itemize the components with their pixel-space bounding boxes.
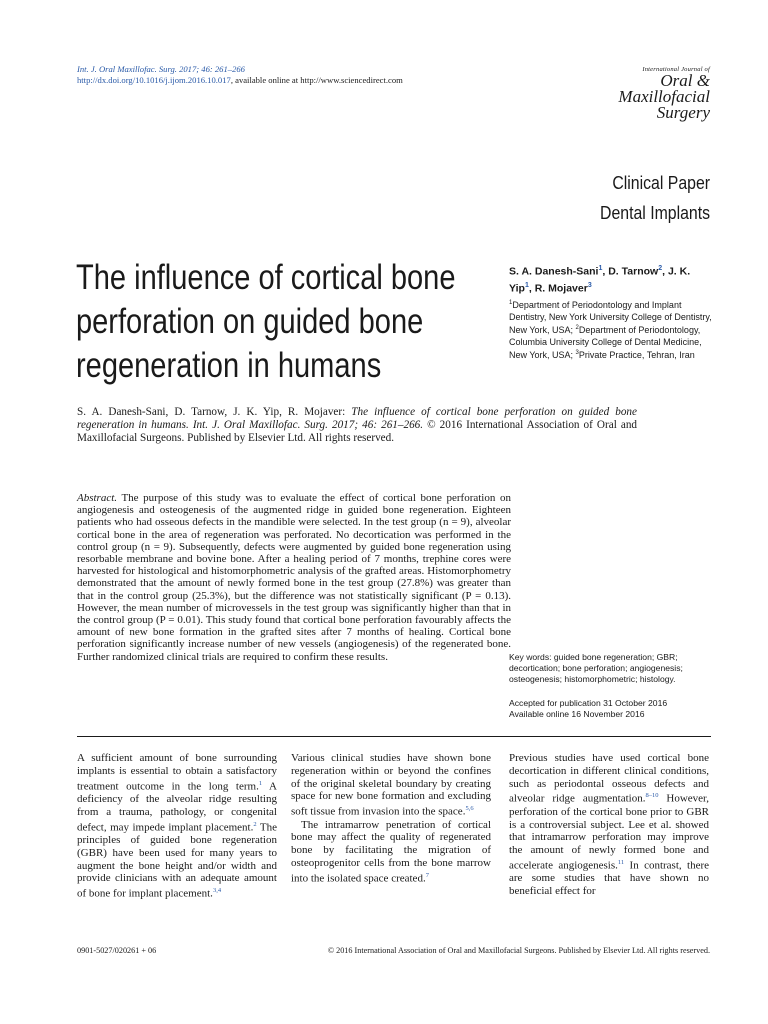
body-text: A deficiency of the alveolar ridge resulting from a trauma, pathology, or congenital defect, may impede implant placement. xyxy=(77,780,278,834)
accepted-date: Accepted for publication 31 October 2016 xyxy=(509,698,668,708)
article-topic: Dental Implants xyxy=(599,203,710,223)
online-date: Available online 16 November 2016 xyxy=(509,709,645,719)
abstract xyxy=(77,492,511,663)
citation-authors: S. A. Danesh-Sani, D. Tarnow, J. K. Yip, R. Mojaver: xyxy=(77,406,352,418)
reference-link[interactable]: 8–10 xyxy=(645,792,659,800)
publication-dates xyxy=(509,698,714,720)
author-2: D. Tarnow xyxy=(608,265,659,278)
reference-link[interactable]: 2 xyxy=(253,820,257,828)
author-4-affiliation-ref[interactable]: 3 xyxy=(587,282,592,289)
body-text: In contrast, there are some studies that have shown no beneficial effect for xyxy=(509,859,710,898)
body-text: Previous studies have used cortical bone decortication in different clinical conditions, such as periodontal osseous defects and alveolar ridge augmentation. xyxy=(509,752,709,806)
journal-logo-line3: Surgery xyxy=(656,103,710,122)
doi-link[interactable]: http://dx.doi.org/10.1016/j.ijom.2016.10.017 xyxy=(77,75,231,85)
citation-block xyxy=(77,406,637,444)
reference-link[interactable]: 11 xyxy=(617,859,625,867)
body-column-2 xyxy=(291,752,491,885)
citation-copyright: © 2016 International Association of Oral and Maxillofacial Surgeons. Published by Elsevier Ltd. All rights reserved. xyxy=(77,418,638,444)
author-names: S. A. Danesh-Sani$^1$, D. Tarnow$^2$, J. K. Yip$^1$, R. Mojaver$^3$ xyxy=(509,265,691,295)
affiliation-3-marker: 3 xyxy=(575,350,579,357)
reference-link[interactable]: 3,4 xyxy=(212,887,222,895)
reference-link[interactable]: 1 xyxy=(258,779,263,787)
author-3-affiliation-ref[interactable]: 1 xyxy=(524,282,529,289)
body-column-3 xyxy=(509,752,709,898)
footer-issn: 0901-5027/020261 + 06 xyxy=(77,946,157,955)
body-column-1 xyxy=(77,752,277,901)
journal-logo xyxy=(618,66,710,121)
journal-header xyxy=(77,64,403,86)
body-paragraph xyxy=(291,819,491,886)
abstract-text: The purpose of this study was to evaluate the effect of cortical bone perforation on angiogenesis and osteogenesis of the augmented ridge in guided bone regeneration. Eighteen patients who had osseous defects in the mandible were selected. In the test group (n = 9), alveolar cortical bone in the area of regeneration was perforated. No decortication was performed in the control group (n = 9). Subsequently, defects were augmented by guided bone regeneration using resorbable membrane and bovine bone. After a healing period of 7 months, trephine cores were harvested for histological and histomorphometric analysis of the grafted areas. Histomorphometry demonstrated that the amount of newly formed bone in the test group (27.8%) was greater than that in the control group (25.3%), but the difference was not statistically significant (P = 0.13). However, the mean number of microvessels in the test group was significantly higher than that in the control group (P = 0.01). This study found that cortical bone perforation favourably affects the amount of new bone formation in the grafted sites after 7 months of healing. Cortical bone perforation significantly increase number of new vessels (angiogenesis) of the regenerated bone. Further randomized clinical trials are required to confirm these results. xyxy=(77,492,511,663)
journal-logo-line2: Maxillofacial xyxy=(618,87,710,106)
authors-block xyxy=(509,262,714,362)
availability-text: , available online at http://www.sciencedirect.com xyxy=(230,75,403,85)
article-title: The influence of cortical bone perforation on guided bone regeneration in humans xyxy=(76,258,456,385)
article-type: Clinical Paper xyxy=(612,173,710,193)
footer-copyright: © 2016 International Association of Oral and Maxillofacial Surgeons. Published by Elsevier Ltd. All rights reserved. xyxy=(327,946,710,955)
body-text: Various clinical studies have shown bone regeneration within or beyond the confines of the original skeletal boundary by creating space for new bone formation and excluding soft tissue from invasion into the space. xyxy=(291,752,491,818)
author-4: R. Mojaver xyxy=(534,282,588,295)
affiliation-2-marker: 2 xyxy=(575,325,579,332)
journal-logo-prefix: International Journal of xyxy=(642,66,710,73)
affiliation-2: Department of Periodontology, Columbia University College of Dental Medicine, New York, USA; xyxy=(509,325,702,361)
section-divider xyxy=(77,736,711,737)
journal-logo-line1: Oral & xyxy=(660,71,710,90)
reference-link[interactable]: 7 xyxy=(425,871,429,879)
affiliation-3: Private Practice, Tehran, Iran xyxy=(578,350,695,361)
keywords: Key words: guided bone regeneration; GBR; decortication; bone perforation; angiogenesis; osteogenesis; histomorphometric; histology. xyxy=(509,652,683,684)
reference-link[interactable]: 5,6 xyxy=(465,805,474,813)
journal-citation: Int. J. Oral Maxillofac. Surg. 2017; 46: 261–266 xyxy=(77,64,245,74)
author-1: S. A. Danesh-Sani xyxy=(509,265,599,278)
abstract-label: Abstract. xyxy=(77,492,118,504)
body-text: The intramarrow penetration of cortical bone may affect the quality of regenerated bone by facilitating the migration of osteoprogenitor cells from the bone marrow into the isolated space created. xyxy=(291,818,491,885)
affiliations xyxy=(509,298,714,362)
section-labels xyxy=(600,168,710,228)
affiliation-1-marker: 1 xyxy=(509,300,513,306)
citation-italic: The influence of cortical bone perforation on guided bone regeneration in humans. Int. J. Oral Maxillofac. Surg. 2017; 46: 261–266. xyxy=(77,406,637,431)
author-3: J. K. Yip xyxy=(509,265,691,295)
author-1-affiliation-ref[interactable]: 1 xyxy=(598,265,603,272)
body-text: However, perforation of the cortical bone prior to GBR is a controversial subject. Lee et al. showed that intramarrow perforation may improve the amount of newly formed bone and accelerate angiogenesis. xyxy=(509,793,709,872)
body-text: The principles of guided bone regeneration (GBR) have been used for many years to augment the bone height and/or width and provide clinicians with an adequate amount of bone for implant placement. xyxy=(77,821,277,900)
affiliation-1: Department of Periodontology and Implant Dentistry, New York University College of Dentistry, New York, USA; xyxy=(509,300,712,336)
body-text: A sufficient amount of bone surrounding implants is essential to obtain a satisfactory treatment outcome in the long term. xyxy=(77,752,277,793)
author-2-affiliation-ref[interactable]: 2 xyxy=(658,265,663,272)
